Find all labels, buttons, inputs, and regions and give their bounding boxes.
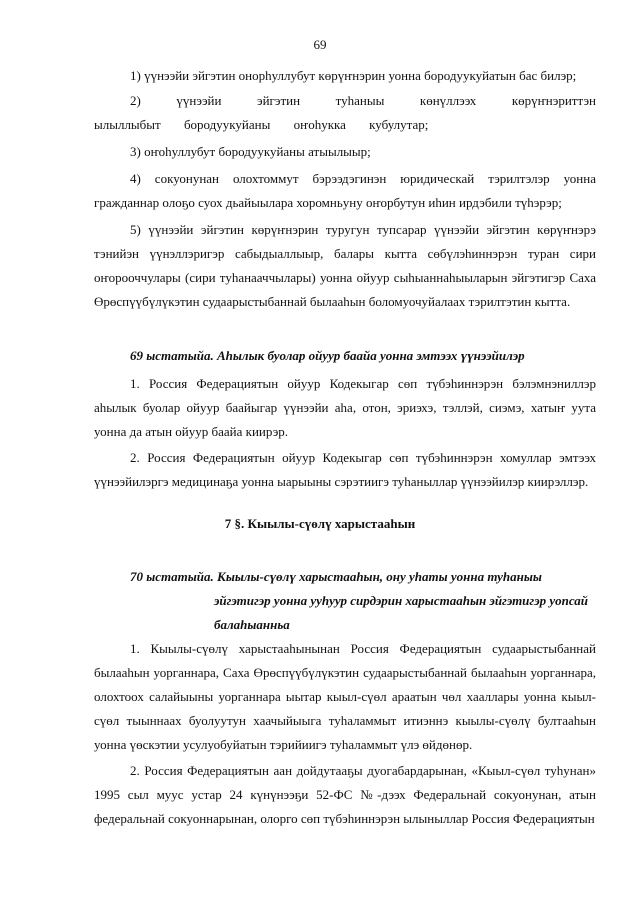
article-70-title-line-2: эйгэтигэр уонна ууһуур сирдэрин харыстааһын эйгэтигэр уопсай bbox=[214, 593, 589, 608]
article-69-paragraph-1: 1. Россия Федерациятын ойуур Кодекыгар сөп түбэһиннэрэн бэлэмнэниллэр аһылык буолар ойуур баайыгар үүнээйи аһа, отон, эриэхэ, тэллэй, сиэмэ, хатыҥ уута уонна да атын ойуур баайа киирэр. bbox=[94, 376, 596, 439]
article-70-body bbox=[94, 637, 596, 831]
article-70-paragraph-2: 2. Россия Федерациятын аан дойдутааҕы дуогабардарынан, «Кыыл-сүөл туһунан» 1995 сыл муус устар 24 күнүнээҕи 52-ФС №-дээх Федеральнай сокуонунан, атын федеральнай сокуоннарынан, олорго сөп түбэһиннэрэн ылыныллар Россия Федерациятын bbox=[94, 763, 596, 826]
intro-list bbox=[94, 64, 596, 314]
list-item-2: 2) үүнээйи эйгэтин туһаныы көнүллээх көрүҥнэриттэн ылыллыбыт бородуукуйаны оҥоһукка кубулутар; bbox=[94, 93, 596, 132]
article-70-paragraph-1: 1. Кыылы-сүөлү харыстааһынынан Россия Федерациятын судаарыстыбаннай былааһын уорганнара, Саха Өрөспүүбүлүкэтин судаарыстыбаннай былааһын уорганнара, олохтоох салайыыны уорганнара ыытар кыыл-сүөл араатын чөл хааллары уонна кыыл-сүөл тыыннаах буолуутун хаачыйыыга туһаламмыт итиэннэ кыылы-сүөлү бултааһын уонна үөскэтии усулуобуйатын тэрийиигэ туһаламмыт үлэ өйдөнөр. bbox=[94, 641, 596, 752]
article-69-paragraph-2: 2. Россия Федерациятын ойуур Кодекыгар сөп түбэһиннэрэн хомуллар эмтээх үүнээйилэргэ медицинаҕа уонна ыарыыны сэрэтиигэ туһаныллар үүнээйилэр киирэллэр. bbox=[94, 450, 596, 489]
article-70-title-line-1: 70 ыстатыйа. Кыылы-сүөлү харыстааһын, ону уһаты уонна туһаныы bbox=[130, 569, 542, 584]
article-70-title-line-3: балаһыанньа bbox=[214, 617, 290, 632]
article-69-title: 69 ыстатыйа. Аһылык буолар ойуур баайа уонна эмтээх үүнээйилэр bbox=[130, 348, 525, 363]
page-number: 69 bbox=[313, 37, 327, 52]
article-69-body bbox=[94, 372, 596, 494]
list-item-3: 3) оҥоһуллубут бородуукуйаны атыылыыр; bbox=[130, 144, 371, 159]
list-item-5: 5) үүнээйи эйгэтин көрүҥнэрин туругун тупсарар үүнээйи эйгэтин көрүҥнэрэ тэнийэн үүнэллэригэр сабыдыаллыыр, балары кытта сөбүлэһиннэрэн туран сири оҥорооччулары (сири туһанааччылары) уонна ойуур сыһыаннаһыыларын эйгэтигэр Саха Өрөспүүбүлүкэтин судаарыстыбаннай былааһын боломуочуйалаах тэрилтэтин кытта. bbox=[94, 222, 596, 309]
list-item-1: 1) үүнээйи эйгэтин онорһуллубут көрүҥнэрин уонна бородуукуйатын бас билэр; bbox=[130, 68, 577, 83]
list-item-4: 4) сокуонунан олохтоммут бэрээдэгинэн юридическай тэрилтэлэр уонна гражданнар олоҕо суох дьайыылара хоромньуну оҥорбутун иһин ирдэбили түһэрэр; bbox=[94, 171, 596, 210]
article-70-title bbox=[94, 565, 596, 637]
section-7-title: 7 §. Кыылы-сүөлү харыстааһын bbox=[224, 516, 416, 531]
